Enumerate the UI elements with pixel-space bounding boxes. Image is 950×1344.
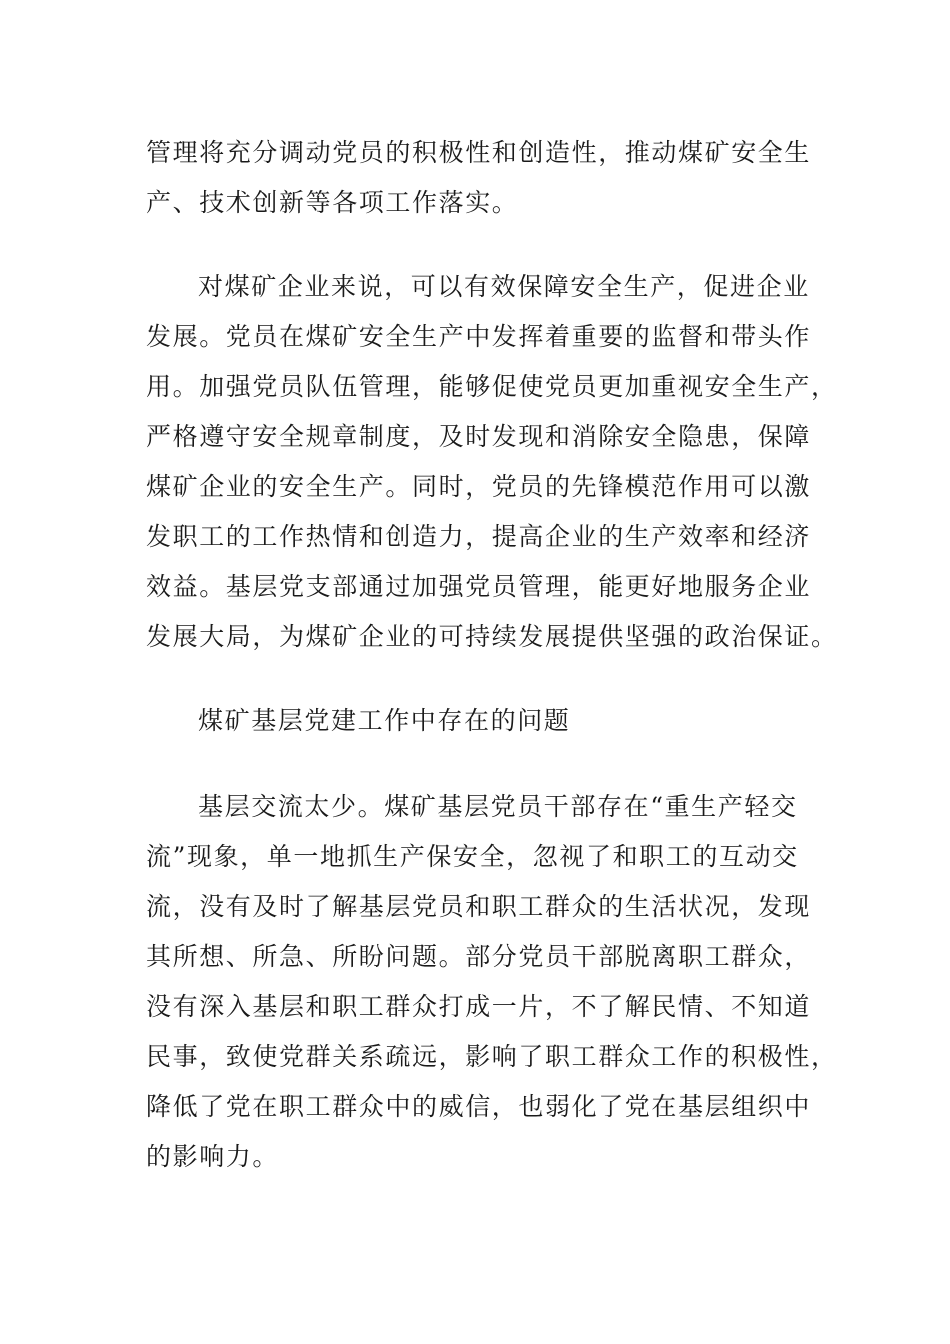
text-line: 效益。基层党支部通过加强党员管理，能更好地服务企业 bbox=[146, 572, 812, 601]
text-line: 流，没有及时了解基层党员和职工群众的生活状况，发现 bbox=[146, 892, 812, 921]
text-line: 降低了党在职工群众中的威信，也弱化了党在基层组织中 bbox=[146, 1092, 812, 1121]
heading-line: 煤矿基层党建工作中存在的问题 bbox=[198, 706, 571, 735]
text-line: 没有深入基层和职工群众打成一片，不了解民情、不知道 bbox=[146, 992, 812, 1021]
text-line: 管理将充分调动党员的积极性和创造性，推动煤矿安全生 bbox=[146, 138, 812, 167]
paragraph-enterprise-benefits bbox=[146, 262, 838, 662]
paragraph-continuation bbox=[146, 128, 812, 228]
section-heading bbox=[146, 696, 806, 746]
text-line: 的影响力。 bbox=[146, 1142, 280, 1171]
text-line: 流”现象，单一地抓生产保安全，忽视了和职工的互动交 bbox=[146, 842, 799, 871]
text-line: 煤矿企业的安全生产。同时，党员的先锋模范作用可以激 bbox=[146, 472, 812, 501]
text-line: 发展大局，为煤矿企业的可持续发展提供坚强的政治保证。 bbox=[146, 622, 838, 651]
text-line: 用。加强党员队伍管理，能够促使党员更加重视安全生产， bbox=[146, 372, 838, 401]
text-line: 发职工的工作热情和创造力，提高企业的生产效率和经济 bbox=[146, 522, 812, 551]
text-line: 产、技术创新等各项工作落实。 bbox=[146, 188, 519, 217]
text-line: 严格遵守安全规章制度，及时发现和消除安全隐患，保障 bbox=[146, 422, 812, 451]
text-line: 其所想、所急、所盼问题。部分党员干部脱离职工群众， bbox=[146, 942, 812, 971]
text-line: 发展。党员在煤矿安全生产中发挥着重要的监督和带头作 bbox=[146, 322, 812, 351]
text-line: 民事，致使党群关系疏远，影响了职工群众工作的积极性， bbox=[146, 1042, 838, 1071]
text-line: 基层交流太少。煤矿基层党员干部存在“重生产轻交 bbox=[198, 792, 798, 821]
text-line: 对煤矿企业来说，可以有效保障安全生产，促进企业 bbox=[198, 272, 810, 301]
paragraph-communication-issue bbox=[146, 782, 838, 1182]
